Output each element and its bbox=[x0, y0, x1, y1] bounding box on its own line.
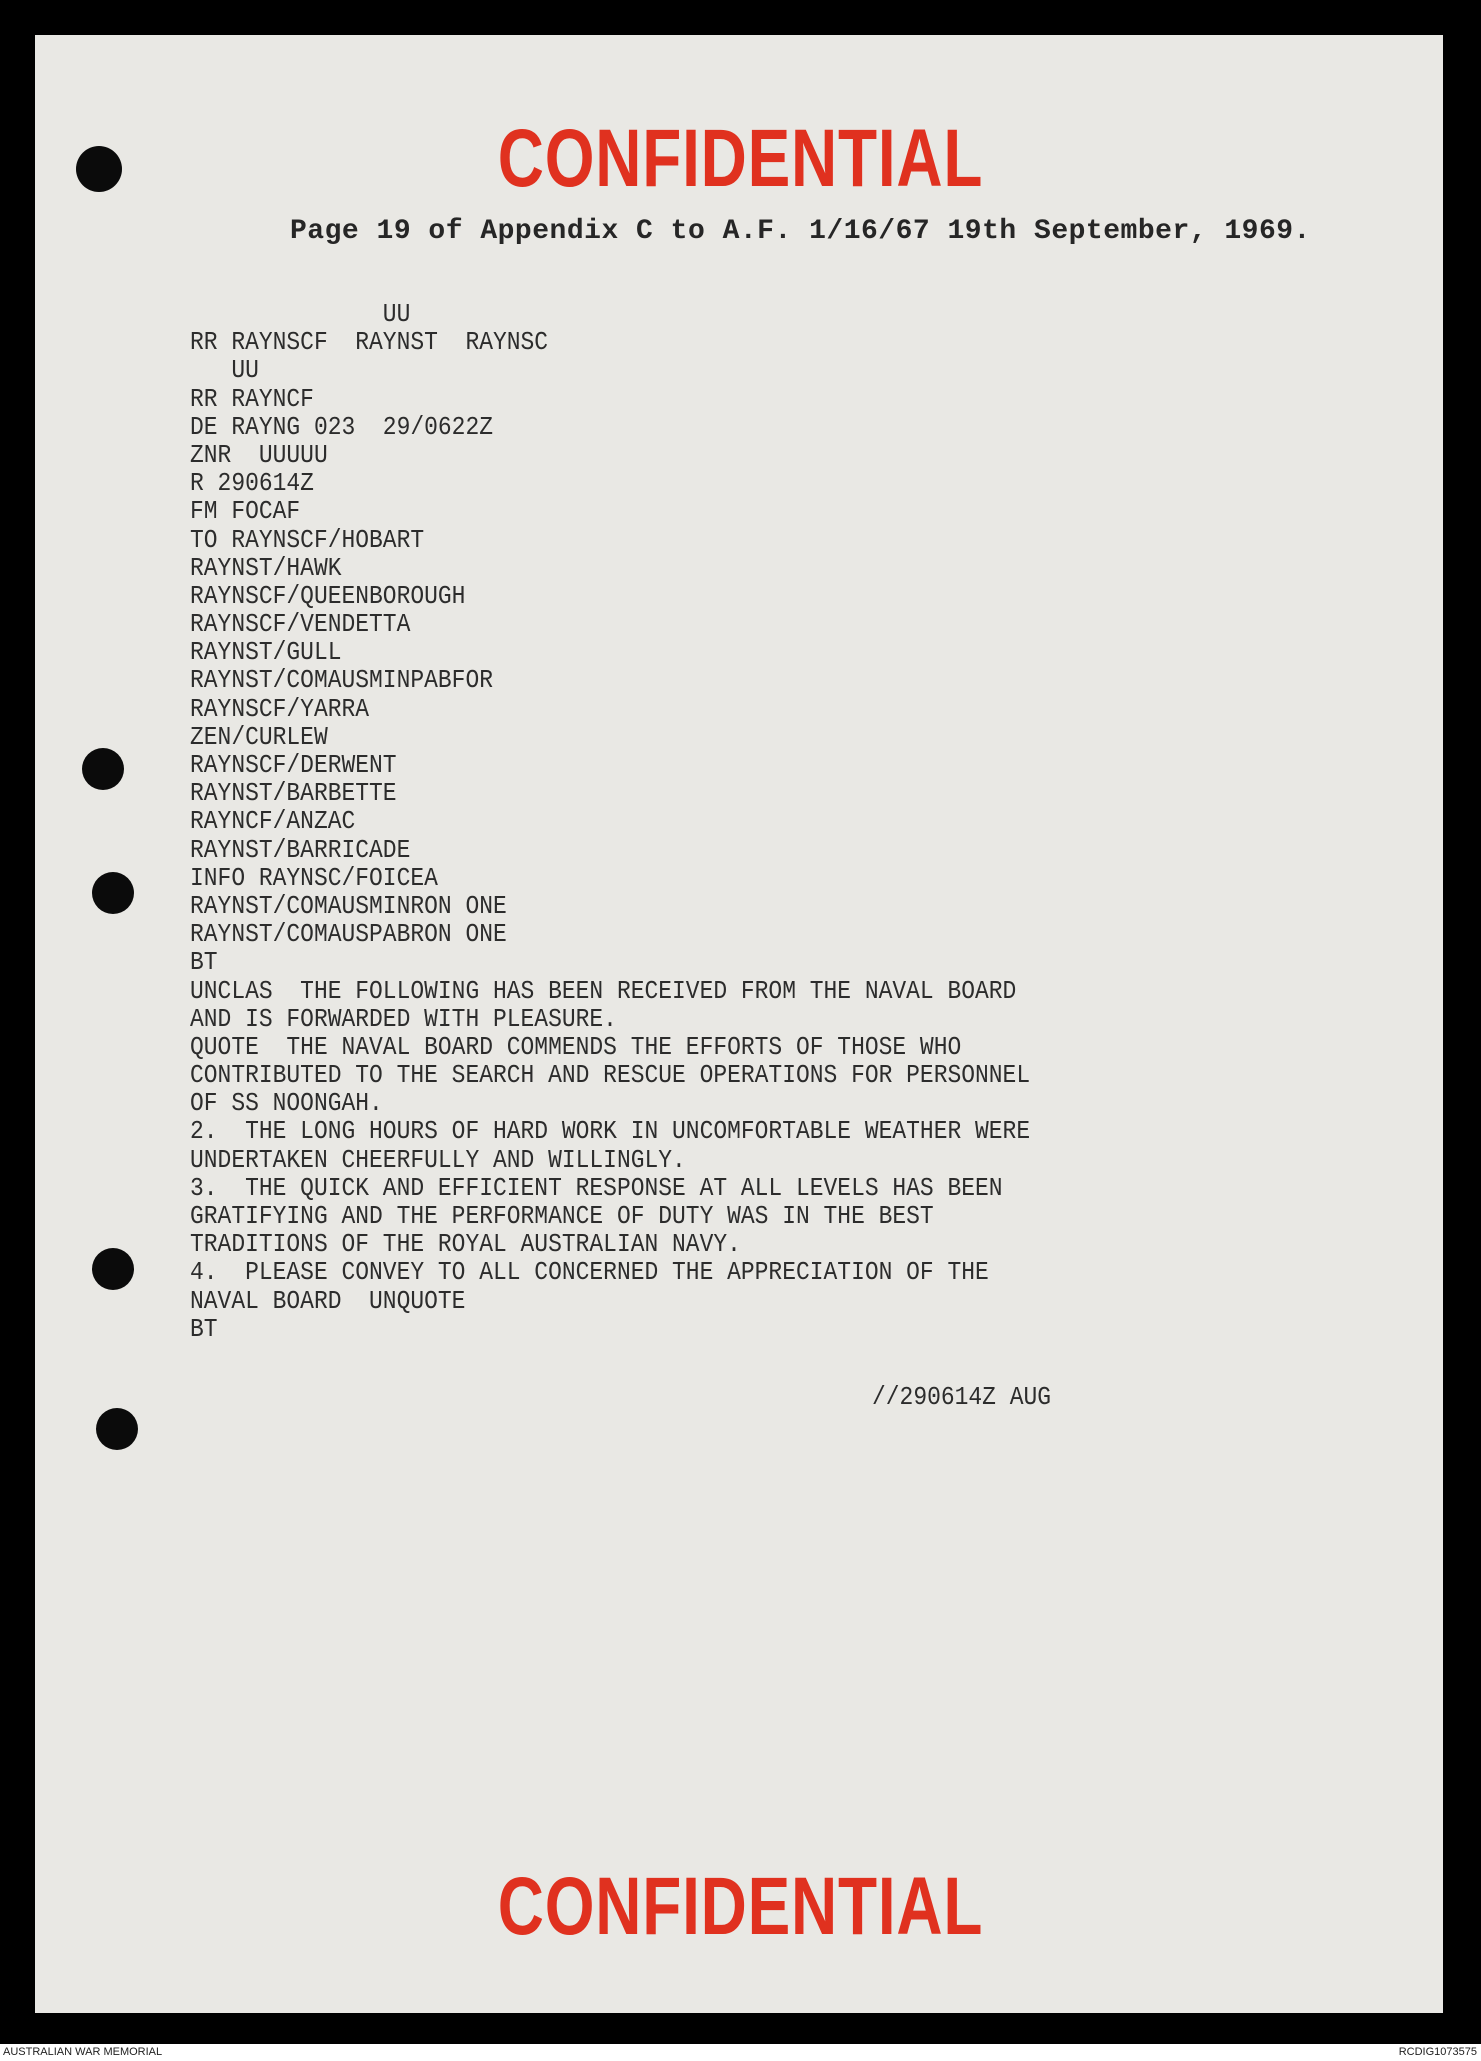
message-line: AND IS FORWARDED WITH PLEASURE. bbox=[190, 1004, 617, 1034]
message-line: RAYNST/BARRICADE bbox=[190, 835, 411, 865]
message-line: GRATIFYING AND THE PERFORMANCE OF DUTY WAS IN THE BEST bbox=[190, 1202, 934, 1231]
message-line: RAYNST/HAWK bbox=[190, 553, 342, 583]
message-line: RAYNST/COMAUSMINPABFOR bbox=[190, 666, 493, 696]
message-line: BT bbox=[190, 948, 218, 978]
footer-bar bbox=[0, 2044, 1481, 2061]
message-line: UU bbox=[190, 356, 259, 386]
message-line: RAYNSCF/YARRA bbox=[190, 694, 370, 724]
message-line: RAYNST/COMAUSPABRON ONE bbox=[190, 920, 507, 950]
message-line: OF SS NOONGAH. bbox=[190, 1089, 383, 1119]
message-line: ZNR UUUUU bbox=[190, 440, 328, 470]
message-line: RAYNST/GULL bbox=[190, 638, 342, 668]
message-line: RAYNST/BARBETTE bbox=[190, 779, 397, 809]
signal-message-body bbox=[190, 301, 1030, 1344]
message-line: RAYNST/COMAUSMINRON ONE bbox=[190, 891, 507, 921]
message-line: NAVAL BOARD UNQUOTE bbox=[190, 1286, 466, 1316]
message-line: BT bbox=[190, 1314, 218, 1344]
message-line: RAYNSCF/VENDETTA bbox=[190, 610, 411, 640]
message-line: UU bbox=[190, 300, 411, 329]
footer-catalogue-id: RCDIG1073575 bbox=[1398, 2046, 1477, 2058]
message-line: 3. THE QUICK AND EFFICIENT RESPONSE AT ALL LEVELS HAS BEEN bbox=[190, 1173, 1003, 1203]
message-line: TO RAYNSCF/HOBART bbox=[190, 525, 425, 555]
message-line: R 290614Z bbox=[190, 469, 314, 499]
message-line: 2. THE LONG HOURS OF HARD WORK IN UNCOMFORTABLE WEATHER WERE bbox=[190, 1117, 1031, 1147]
punch-hole-2 bbox=[92, 872, 134, 914]
message-line: RAYNSCF/DERWENT bbox=[190, 751, 397, 780]
punch-hole-1 bbox=[82, 748, 124, 790]
date-time-group-reference: //290614Z AUG bbox=[872, 1383, 1052, 1412]
message-line: QUOTE THE NAVAL BOARD COMMENDS THE EFFORTS OF THOSE WHO bbox=[190, 1032, 962, 1062]
punch-hole-3 bbox=[92, 1248, 134, 1290]
message-line: DE RAYNG 023 29/0622Z bbox=[190, 412, 493, 442]
message-line: INFO RAYNSC/FOICEA bbox=[190, 863, 438, 893]
message-line: UNDERTAKEN CHEERFULLY AND WILLINGLY. bbox=[190, 1145, 686, 1175]
message-line: UNCLAS THE FOLLOWING HAS BEEN RECEIVED FROM THE NAVAL BOARD bbox=[190, 976, 1017, 1006]
punch-hole-top bbox=[76, 146, 122, 192]
footer-source: AUSTRALIAN WAR MEMORIAL bbox=[3, 2046, 163, 2058]
message-line: RR RAYNSCF RAYNST RAYNSC bbox=[190, 328, 549, 358]
message-line: 4. PLEASE CONVEY TO ALL CONCERNED THE APPRECIATION OF THE bbox=[190, 1258, 989, 1288]
confidential-stamp-top: CONFIDENTIAL bbox=[497, 113, 984, 204]
message-line: ZEN/CURLEW bbox=[190, 722, 328, 752]
message-line: RR RAYNCF bbox=[190, 384, 314, 414]
message-line: TRADITIONS OF THE ROYAL AUSTRALIAN NAVY. bbox=[190, 1230, 741, 1260]
message-line: CONTRIBUTED TO THE SEARCH AND RESCUE OPERATIONS FOR PERSONNEL bbox=[190, 1061, 1031, 1091]
message-line: FM FOCAF bbox=[190, 497, 301, 527]
punch-hole-4 bbox=[96, 1408, 138, 1450]
confidential-stamp-bottom: CONFIDENTIAL bbox=[497, 1861, 984, 1952]
message-line: RAYNCF/ANZAC bbox=[190, 807, 356, 837]
message-line: RAYNSCF/QUEENBOROUGH bbox=[190, 581, 466, 611]
page-reference: Page 19 of Appendix C to A.F. 1/16/67 19th September, 1969. bbox=[290, 216, 1311, 247]
